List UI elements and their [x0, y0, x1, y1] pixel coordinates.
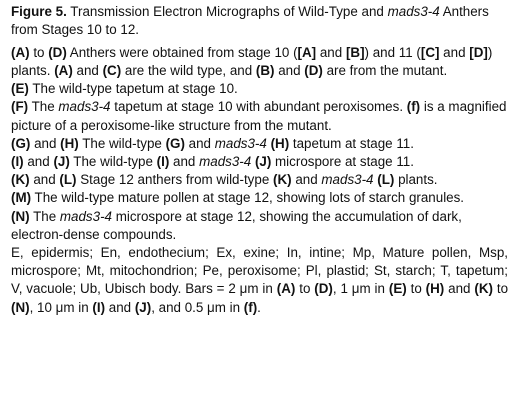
- caption-text: , 1 μm in: [332, 281, 389, 297]
- panel-reference: (C): [102, 63, 122, 79]
- gene-name: mads3-4: [59, 208, 112, 224]
- caption-text: and: [30, 135, 61, 151]
- caption-text: and: [23, 154, 54, 170]
- caption-text: The wild-type: [78, 135, 166, 151]
- panel-reference: (H): [425, 281, 445, 297]
- caption-text: to: [406, 281, 426, 297]
- caption-text: The wild-type tapetum at stage 10.: [28, 81, 238, 97]
- panel-reference: [B]: [345, 44, 365, 60]
- caption-text: ) and 11 (: [364, 44, 421, 60]
- panel-reference: (L): [59, 172, 77, 188]
- panel-reference: (D): [304, 63, 323, 79]
- caption-text: and: [72, 63, 103, 79]
- caption-text: microspore at stage 12, showing the accumulation of dark, electron-dense compounds.: [11, 208, 462, 242]
- caption-text: The wild-type mature pollen at stage 12, showing lots of starch granules.: [31, 190, 465, 206]
- gene-name: mads3-4: [199, 154, 252, 170]
- caption-text: and: [291, 172, 322, 188]
- caption-title-gene: mads3-4: [387, 4, 440, 19]
- caption-text: to: [295, 281, 315, 297]
- caption-text: Anthers were obtained from stage 10 (: [66, 44, 298, 60]
- figure-label: Figure 5.: [11, 4, 67, 19]
- caption-text: The: [28, 99, 59, 115]
- caption-body: [11, 44, 508, 317]
- caption-text: and: [169, 154, 200, 170]
- panel-reference: [A]: [297, 44, 317, 60]
- panel-reference: (I): [156, 154, 170, 170]
- gene-name: mads3-4: [321, 172, 374, 188]
- panel-reference: (H): [60, 135, 79, 151]
- caption-text: to: [29, 44, 49, 60]
- caption-text: and: [105, 299, 135, 315]
- panel-reference: (A): [11, 44, 30, 60]
- caption-title-text-b: Anthers from Stages 10 to 12.: [11, 4, 489, 38]
- caption-paragraph: [11, 208, 508, 244]
- panel-reference: (E): [388, 281, 407, 297]
- panel-reference: (f): [243, 299, 258, 315]
- caption-text: are the wild type, and: [121, 63, 256, 79]
- gene-name: mads3-4: [214, 135, 267, 151]
- panel-reference: (M): [11, 190, 32, 206]
- caption-text: tapetum at stage 10 with abundant peroxisomes.: [110, 99, 407, 115]
- panel-reference: (A): [276, 281, 296, 297]
- panel-reference: (J): [134, 299, 152, 315]
- panel-reference: (I): [92, 299, 106, 315]
- panel-reference: (G): [165, 135, 185, 151]
- panel-reference: (f): [406, 99, 421, 115]
- caption-text: , and 0.5 μm in: [151, 299, 244, 315]
- caption-paragraph: [11, 189, 508, 207]
- caption-text: to: [492, 281, 509, 297]
- panel-reference: (A): [54, 63, 73, 79]
- panel-reference: (H): [270, 135, 290, 151]
- panel-reference: (N): [11, 299, 30, 315]
- caption-text: microspore at stage 11.: [271, 154, 414, 170]
- caption-text: tapetum at stage 11.: [289, 135, 414, 151]
- caption-text: Stage 12 anthers from wild-type: [76, 172, 273, 188]
- panel-reference: [D]: [469, 44, 488, 60]
- panel-reference: (N): [11, 208, 30, 224]
- caption-text: and: [316, 44, 346, 60]
- caption-text: are from the mutant.: [322, 63, 448, 79]
- panel-reference: (D): [48, 44, 67, 60]
- panel-reference: (G): [11, 135, 31, 151]
- caption-text: , 10 μm in: [29, 299, 93, 315]
- caption-text: and: [439, 44, 470, 60]
- panel-reference: (D): [314, 281, 333, 297]
- caption-paragraph: [11, 98, 508, 134]
- caption-text: and: [29, 172, 60, 188]
- caption-paragraph: [11, 153, 508, 171]
- panel-reference: (E): [11, 81, 29, 97]
- panel-reference: (K): [11, 172, 30, 188]
- panel-reference: (L): [377, 172, 395, 188]
- caption-text: is a magnified picture of a peroxisome-like structure from the mutant.: [11, 99, 507, 133]
- panel-reference: (I): [11, 154, 24, 170]
- caption-paragraph: [11, 244, 508, 317]
- caption-paragraph: [11, 44, 508, 80]
- caption-title: [11, 3, 508, 40]
- caption-text: and: [444, 281, 475, 297]
- panel-reference: (F): [11, 99, 29, 115]
- caption-text: E, epidermis; En, endothecium; Ex, exine; In, intine; Mp, Mature pollen, Msp, microspore; Mt, mitochondrion; Pe, peroxisome; Pl, plastid; St, starch; T, tapetum; V, vacuole; Ub, Ubisch body. Bars = 2 μm in: [11, 245, 508, 297]
- caption-text: .: [257, 299, 261, 315]
- caption-text: and: [184, 135, 215, 151]
- panel-reference: (B): [255, 63, 275, 79]
- caption-paragraph: [11, 171, 508, 189]
- caption-text: The: [29, 208, 60, 224]
- panel-reference: [C]: [420, 44, 440, 60]
- panel-reference: (J): [53, 154, 70, 170]
- caption-paragraph: [11, 135, 508, 153]
- caption-text: The wild-type: [69, 154, 157, 170]
- caption-text: ) plants.: [11, 44, 493, 79]
- panel-reference: (K): [273, 172, 292, 188]
- caption-text: and: [274, 63, 305, 79]
- panel-reference: (K): [474, 281, 493, 297]
- gene-name: mads3-4: [58, 99, 111, 115]
- caption-title-text-a: Transmission Electron Micrographs of Wild-Type and: [70, 4, 384, 19]
- panel-reference: (J): [254, 154, 272, 170]
- caption-text: plants.: [394, 172, 438, 188]
- caption-paragraph: [11, 80, 508, 98]
